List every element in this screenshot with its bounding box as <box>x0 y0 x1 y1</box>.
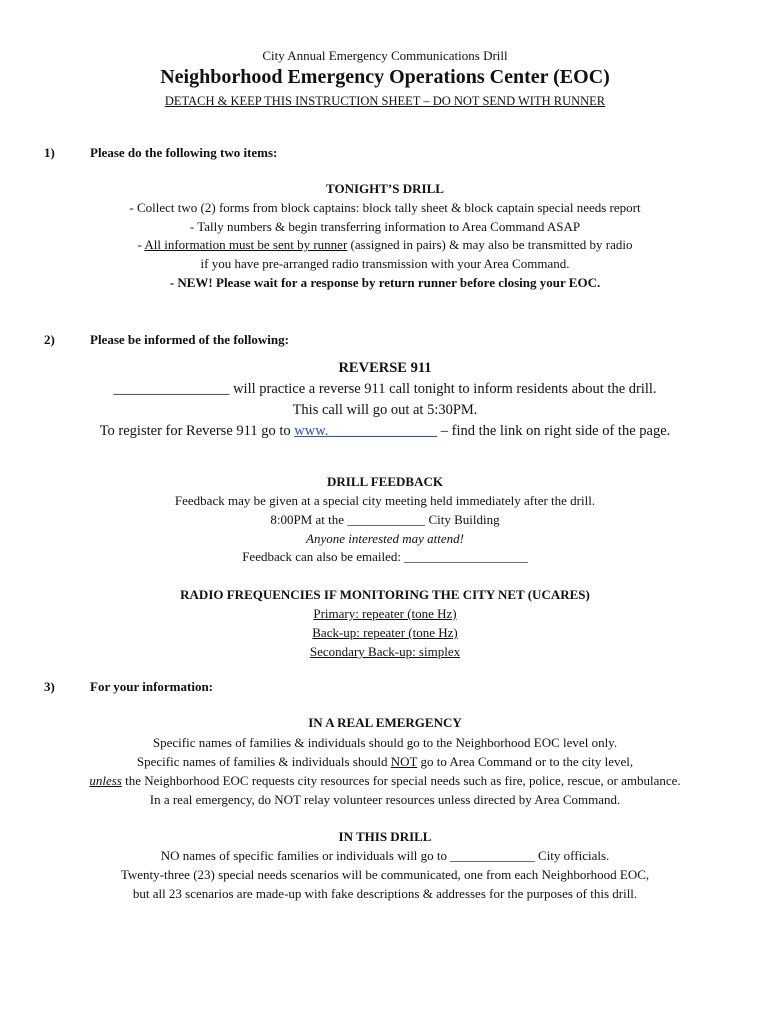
real-emergency-line-2 <box>0 754 770 770</box>
reverse-911-line-3-post: – find the link on right side of the page. <box>437 423 671 439</box>
reverse-911-line-1: ________________ will practice a reverse 911 call tonight to inform residents about the drill. <box>113 381 657 397</box>
in-this-drill-title: IN THIS DRILL <box>338 829 432 844</box>
reverse-911-link[interactable]: www. <box>294 423 329 439</box>
real-emergency-line-4: In a real emergency, do NOT relay volunteer resources unless directed by Area Command. <box>149 792 621 807</box>
doc-title: Neighborhood Emergency Operations Center (EOC) <box>160 66 610 88</box>
drill-line-2: - Tally numbers & begin transferring information to Area Command ASAP <box>189 219 581 234</box>
section-1-heading: Please do the following two items: <box>90 145 278 160</box>
feedback-line-1: Feedback may be given at a special city meeting held immediately after the drill. <box>174 493 596 508</box>
feedback-line-2: 8:00PM at the ____________ City Building <box>270 512 500 527</box>
drill-line-1: - Collect two (2) forms from block captains: block tally sheet & block captain special needs report <box>129 200 641 215</box>
feedback-line-4: Feedback can also be emailed: ___________________ <box>242 549 528 564</box>
radio-secondary-backup: Secondary Back-up: simplex <box>309 644 461 659</box>
detach-notice: DETACH & KEEP THIS INSTRUCTION SHEET – DO NOT SEND WITH RUNNER <box>164 94 606 108</box>
real-emergency-line-2-post: go to Area Command or to the city level, <box>417 754 634 769</box>
real-emergency-line-2-pre: Specific names of families & individuals should <box>136 754 391 769</box>
section-2-heading: Please be informed of the following: <box>90 332 289 347</box>
reverse-911-line-2: This call will go out at 5:30PM. <box>292 402 478 418</box>
in-this-drill-line-3: but all 23 scenarios are made-up with fake descriptions & addresses for the purposes of this drill. <box>132 886 638 901</box>
real-emergency-line-3-unless: unless <box>89 773 122 788</box>
radio-backup: Back-up: repeater (tone Hz) <box>312 625 458 640</box>
real-emergency-line-3 <box>0 773 770 789</box>
real-emergency-title: IN A REAL EMERGENCY <box>308 715 462 730</box>
tonights-drill-title: TONIGHT’S DRILL <box>326 181 444 196</box>
in-this-drill-line-1: NO names of specific families or individuals will go to _____________ City officials. <box>160 848 610 863</box>
real-emergency-line-1: Specific names of families & individuals should go to the Neighborhood EOC level only. <box>152 735 618 750</box>
section-3-number: 3) <box>44 679 55 694</box>
drill-line-3-dash: - <box>137 237 145 252</box>
section-3-heading: For your information: <box>90 679 214 694</box>
real-emergency-line-2-not: NOT <box>390 754 418 769</box>
in-this-drill-line-2: Twenty-three (23) special needs scenarios will be communicated, one from each Neighborhood EOC, <box>120 867 650 882</box>
reverse-911-link-blank[interactable]: _______________ <box>328 423 438 439</box>
section-2-number: 2) <box>44 332 55 347</box>
drill-line-5: - NEW! Please wait for a response by return runner before closing your EOC. <box>169 275 601 290</box>
doc-subtitle: City Annual Emergency Communications Drill <box>262 48 508 63</box>
reverse-911-line-3 <box>0 423 770 440</box>
real-emergency-line-3-rest: the Neighborhood EOC requests city resources for special needs such as fire, police, rescue, or ambulance. <box>121 773 681 788</box>
radio-primary: Primary: repeater (tone Hz) <box>313 606 457 621</box>
reverse-911-title: REVERSE 911 <box>338 360 432 376</box>
drill-line-3-underlined: All information must be sent by runner <box>144 237 348 252</box>
radio-frequencies-title: RADIO FREQUENCIES IF MONITORING THE CITY NET (UCARES) <box>180 587 590 602</box>
drill-line-3 <box>0 237 770 253</box>
drill-feedback-title: DRILL FEEDBACK <box>327 474 443 489</box>
feedback-line-3: Anyone interested may attend! <box>306 531 464 546</box>
reverse-911-line-3-pre: To register for Reverse 911 go to <box>99 423 295 439</box>
drill-line-3-rest: (assigned in pairs) & may also be transmitted by radio <box>347 237 633 252</box>
section-1-number: 1) <box>44 145 55 160</box>
drill-line-4: if you have pre-arranged radio transmission with your Area Command. <box>200 256 570 271</box>
